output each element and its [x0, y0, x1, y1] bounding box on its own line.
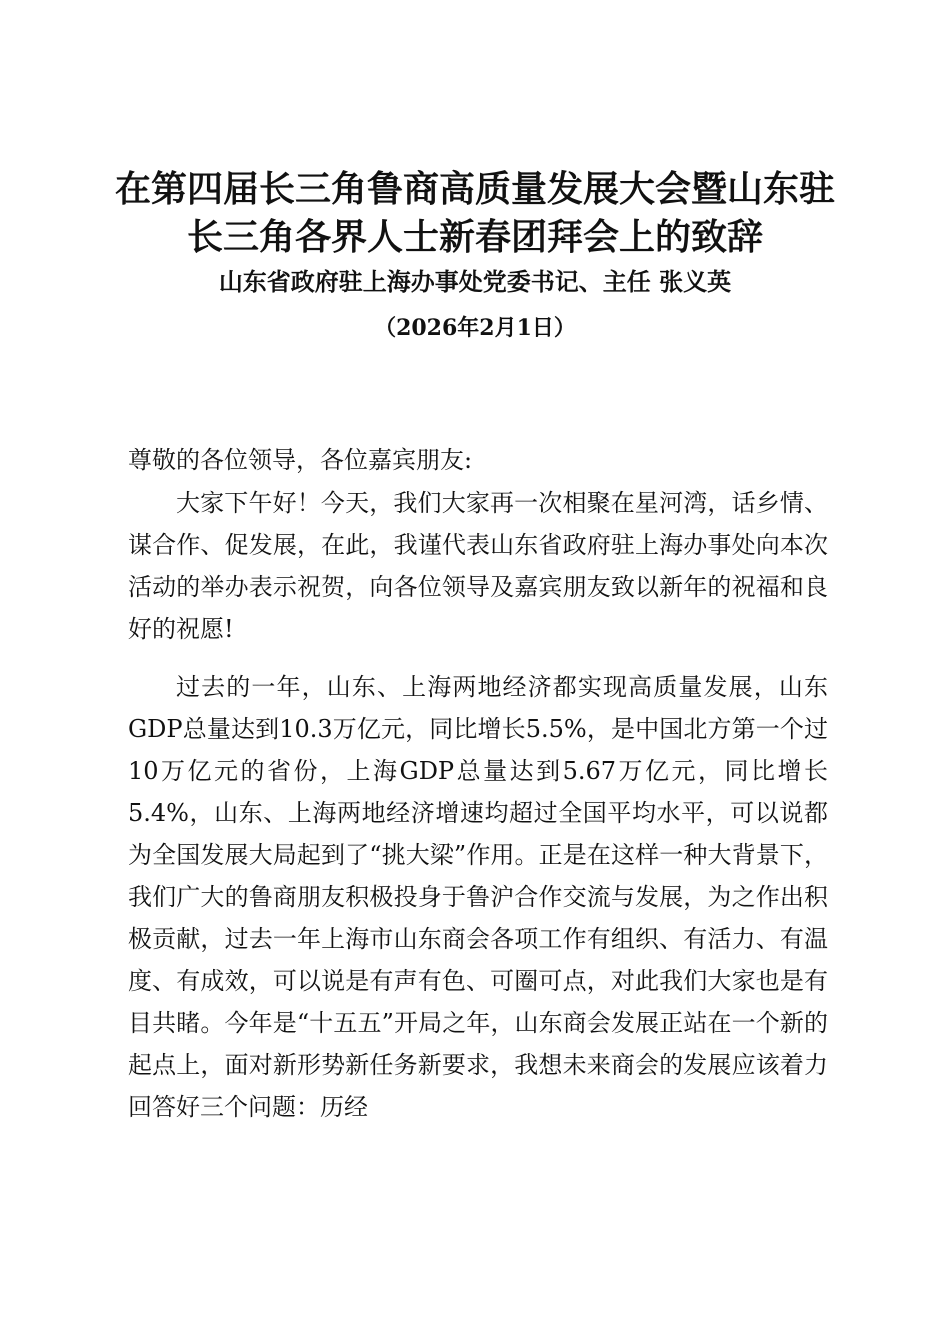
speaker-byline: 山东省政府驻上海办事处党委书记、主任 张义英	[218, 267, 732, 296]
document-title-line-2: 长三角各界人士新春团拜会上的致辞	[186, 217, 763, 258]
salutation: 尊敬的各位领导，各位嘉宾朋友:	[128, 446, 473, 474]
body-paragraph-1: 大家下午好！今天，我们大家再一次相聚在星河湾，话乡情、谋合作、促发展，在此，我谨代表山东省政府驻上海办事处向本次活动的举办表示祝贺，向各位领导及嘉宾朋友致以新年的祝福和良好的祝愿!	[128, 489, 828, 643]
document-title-line-1: 在第四届长三角鲁商高质量发展大会暨山东驻	[114, 169, 835, 210]
body-paragraph-2: 过去的一年，山东、上海两地经济都实现高质量发展，山东GDP总量达到10.3万亿元，同比增长5.5%，是中国北方第一个过10万亿元的省份，上海GDP总量达到5.67万亿元，同比增长5.4%，山东、上海两地经济增速均超过全国平均水平，可以说都为全国发展大局起到了“挑大梁”作用。正是在这样一种大背景下，我们广大的鲁商朋友积极投身于鲁沪合作交流与发展，为之作出积极贡献，过去一年上海市山东商会各项工作有组织、有活力、有温度、有成效，可以说是有声有色、可圈可点，对此我们大家也是有目共睹。今年是“十五五”开局之年，山东商会发展正站在一个新的起点上，面对新形势新任务新要求，我想未来商会的发展应该着力回答好三个问题：历经	[128, 673, 828, 1121]
speech-date: （2026年2月1日）	[374, 315, 576, 341]
